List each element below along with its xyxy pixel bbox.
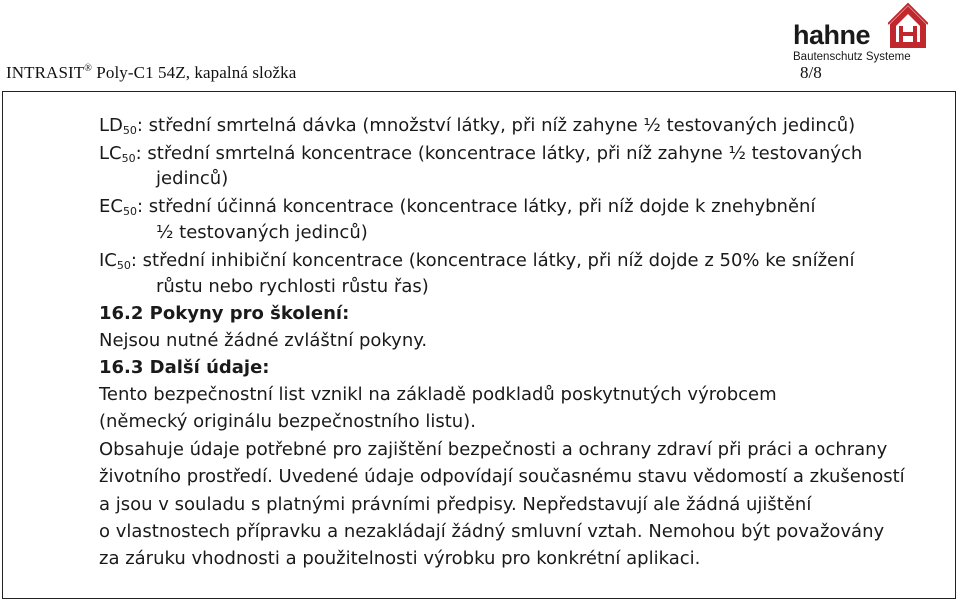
section-16-3-line: (německý originálu bezpečnostního listu). xyxy=(99,411,476,432)
abbr-lc: $LC_{50}$: střední smrtelná koncentrace (koncentrace látky, při níž zahyne ½ testovaných xyxy=(99,143,863,165)
section-16-3-line: Obsahuje údaje potřebné pro zajištění bezpečnosti a ochrany zdraví při práci a ochrany xyxy=(99,439,888,460)
abbr-ic: $IC_{50}$: střední inhibiční koncentrace (koncentrace látky, při níž dojde z 50% ke snížení xyxy=(99,250,855,272)
product-name: INTRASIT xyxy=(6,63,85,82)
abbr-lc-continuation: jedinců) xyxy=(156,168,229,189)
section-16-3-line: životního prostředí. Uvedené údaje odpovídají současnému stavu vědomostí a zkušeností xyxy=(99,466,905,487)
abbr-ec-continuation: ½ testovaných jedinců) xyxy=(156,222,368,243)
section-16-2-text: Nejsou nutné žádné zvláštní pokyny. xyxy=(99,330,428,351)
registered-mark: ® xyxy=(84,63,92,74)
page-number: 8/8 xyxy=(800,63,822,82)
abbr-ic-continuation: růstu nebo rychlosti růstu řas) xyxy=(156,276,429,297)
abbr-ld: $LD_{50}$: střední smrtelná dávka (množství látky, při níž zahyne ½ testovaných jedinců) xyxy=(99,115,856,137)
abbr-ec: $EC_{50}$: střední účinná koncentrace (koncentrace látky, při níž dojde k znehybnění xyxy=(99,196,816,218)
document-header xyxy=(6,63,296,83)
logo-tagline: Bautenschutz Systeme xyxy=(793,51,911,63)
logo-wordmark: hahne xyxy=(793,20,871,50)
section-16-2-heading: 16.2 Pokyny pro školení: xyxy=(99,303,350,324)
section-16-3-line: o vlastnostech přípravku a nezakládají žádný smluvní vztah. Nemohou být považovány xyxy=(99,521,885,542)
house-logo-icon xyxy=(888,2,928,50)
section-16-3-line: Tento bezpečnostní list vznikl na základě podkladů poskytnutých výrobcem xyxy=(99,384,777,405)
section-16-3-line: a jsou v souladu s platnými právními předpisy. Nepředstavují ale žádná ujištění xyxy=(99,494,812,515)
company-logo xyxy=(790,2,930,68)
product-description: Poly-C1 54Z, kapalná složka xyxy=(91,63,297,82)
section-16-3-line: za záruku vhodnosti a použitelnosti výrobku pro konkrétní aplikaci. xyxy=(99,548,701,569)
section-16-3-heading: 16.3 Další údaje: xyxy=(99,357,270,378)
